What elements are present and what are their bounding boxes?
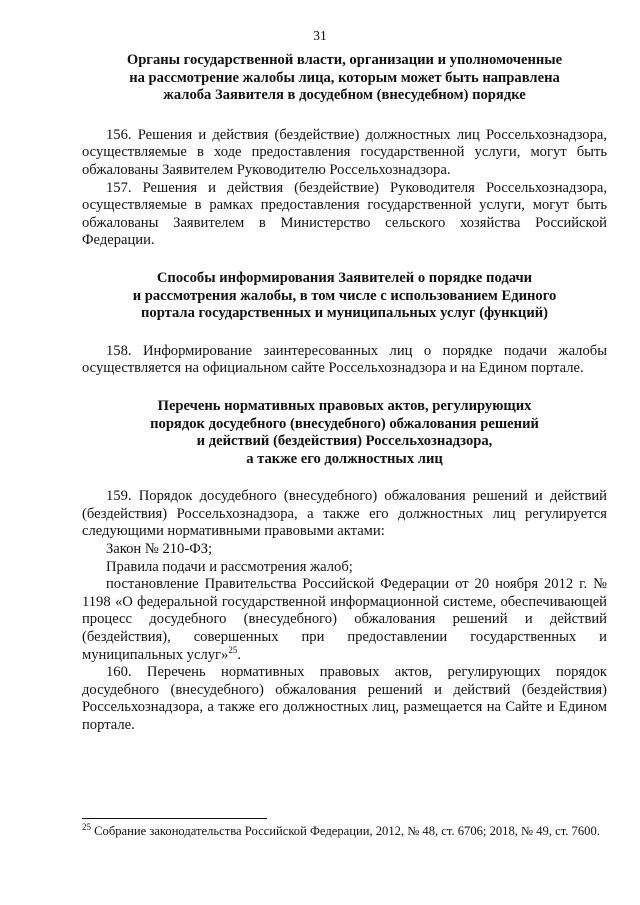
heading-line: Способы информирования Заявителей о порядке подачи [156,269,533,286]
list-item-law-210: Закон № 210-ФЗ; [106,541,213,558]
paragraph-160: 160. Перечень нормативных правовых актов, регулирующих порядок досудебного (внесудебного) обжалования решений и действий (бездействия) Россельхознадзора, а также его должностных лиц, размещается на Сайте и Едином портале. [82,664,607,733]
section-heading-legal-acts [82,398,607,468]
heading-line: и действий (бездействия) Россельхознадзора, [196,433,493,450]
footnote-marker: 25 [82,821,91,832]
page-content [82,52,607,735]
page-number: 31 [313,28,327,43]
footnote-text: Собрание законодательства Российской Федерации, 2012, № 48, ст. 6706; 2018, № 49, ст. 7600. [91,824,600,838]
heading-line: портала государственных и муниципальных услуг (функций) [140,305,548,322]
footnote-reference[interactable]: 25 [228,644,238,655]
heading-line: жалоба Заявителя в досудебном (внесудебном) порядке [163,87,526,104]
paragraph-157: 157. Решения и действия (бездействие) Руководителя Россельхознадзора, осуществляемые в рамках предоставления государственной услуги, могут быть обжалованы Заявителем в Министерство сельского хозяйства Российской Федерации. [82,179,607,249]
heading-line: а также его должностных лиц [246,450,443,467]
heading-line: на рассмотрение жалобы лица, которым может быть направлена [129,69,560,86]
heading-line: порядок досудебного (внесудебного) обжалования решений [150,415,539,432]
heading-line: и рассмотрения жалобы, в том числе с использованием Единого [132,287,557,304]
section-heading-complaint-bodies [82,52,607,105]
paragraph-156: 156. Решения и действия (бездействие) должностных лиц Россельхознадзора, осуществляемые в ходе предоставления государственной услуги, могут быть обжалованы Заявителем Руководителю Россельхознадзора. [82,126,607,178]
heading-line: Органы государственной власти, организации и уполномоченные [126,52,563,68]
decree-text: постановление Правительства Российской Федерации от 20 ноября 2012 г. № 1198 «О федеральной государственной информационной системе, обеспечивающей процесс досудебного (внесудебного) обжалования решений и действий (бездействия), совершенных при предоставлении государственных и муниципальных услуг» [82,576,607,663]
paragraph-158: 158. Информирование заинтересованных лиц о порядке подачи жалобы осуществляется на официальном сайте Россельхознадзора и на Едином портале. [82,342,607,377]
paragraph-159: 159. Порядок досудебного (внесудебного) обжалования решений и действий (бездействия) Россельхознадзора, а также его должностных лиц регулируется следующими нормативными правовыми актами: [82,488,607,540]
section-heading-informing-methods [82,270,607,323]
list-item-government-decree: постановление Правительства Российской Федерации от 20 ноября 2012 г. № 1198 «О федеральной государственной информационной системе, обеспечивающей процесс досудебного (внесудебного) обжалования решений и действий (бездействия), совершенных при предоставлении государственных и муниципальных услуг»$^{25}$. [82,576,607,663]
list-item-complaint-rules: Правила подачи и рассмотрения жалоб; [106,558,353,575]
footnote-separator [82,818,267,819]
footnote [82,823,607,839]
heading-line: Перечень нормативных правовых актов, регулирующих [157,397,532,414]
